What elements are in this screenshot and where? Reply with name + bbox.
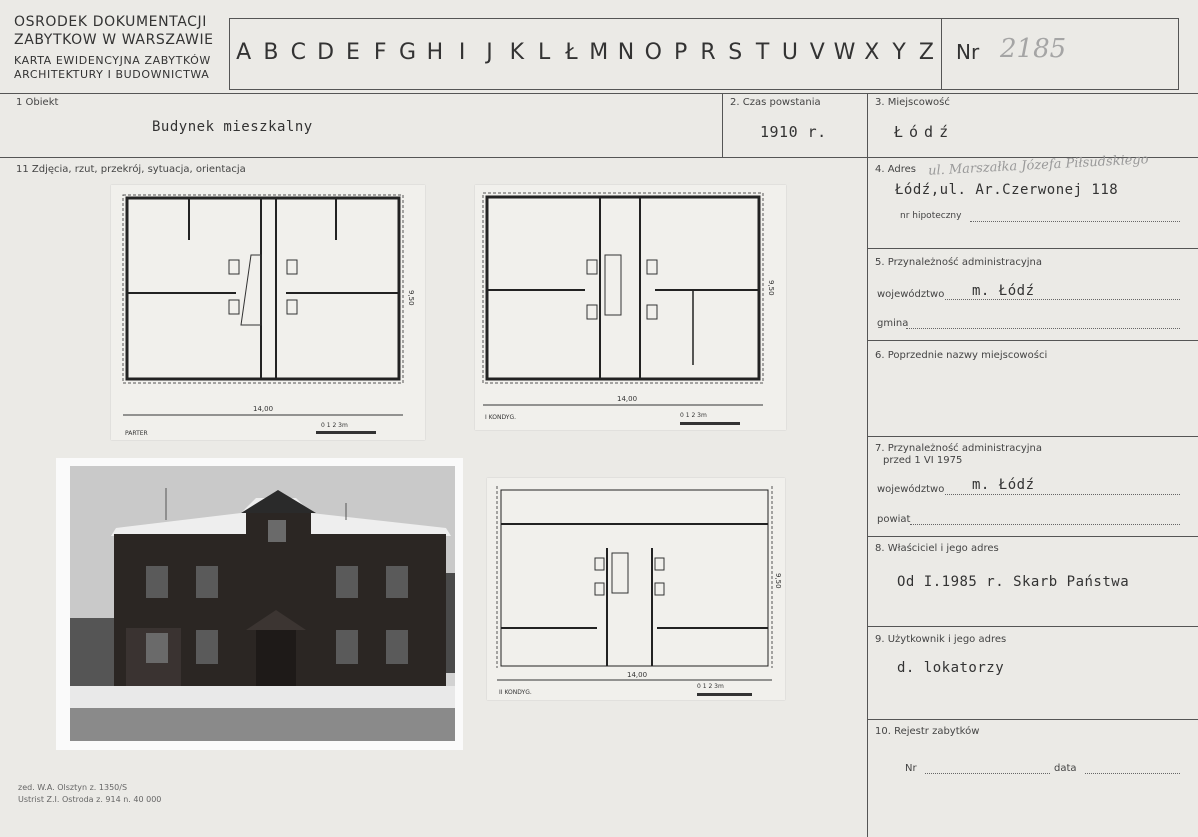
index-letter: W (833, 39, 856, 65)
wojewodztwo-label: województwo (877, 289, 945, 300)
building-photo (56, 458, 463, 750)
divider (867, 719, 1198, 720)
divider (867, 340, 1198, 341)
divider (867, 93, 868, 837)
index-letter: H (426, 39, 444, 65)
index-letter: R (700, 39, 716, 65)
index-letter: I (458, 39, 466, 65)
index-letter: E (345, 39, 360, 65)
building-photo-image (56, 458, 463, 750)
divider (867, 436, 1198, 437)
footer-line-1: zed. W.A. Olsztyn z. 1350/S (18, 783, 128, 792)
floor-plan-kondygnacja-2-drawing (487, 478, 785, 700)
wlasciciel-label: 8. Właściciel i jego adres (875, 543, 999, 554)
adres-value: Łódź,ul. Ar.Czerwonej 118 (895, 182, 1119, 198)
divider (0, 157, 1198, 158)
k2-label: II KONDYG. (499, 689, 532, 696)
miejscowosc-label: 3. Miejscowość (875, 97, 950, 108)
nr-label: Nr (956, 40, 980, 64)
rejestr-data-line (1085, 773, 1180, 774)
wojewodztwo75-value: m. Łódź (972, 477, 1035, 493)
k1-height-dim: 9,50 (767, 280, 775, 296)
k1-label: I KONDYG. (485, 414, 517, 421)
k2-height-dim: 9,50 (774, 573, 782, 589)
divider (1178, 18, 1179, 90)
adres-handwritten: ul. Marszałka Józefa Piłsudskiego (927, 152, 1149, 179)
index-letter: Ł (565, 39, 578, 65)
przynaleznosc75-label: 7. Przynależność administracyjna (875, 443, 1042, 454)
przed-1975-label: przed 1 VI 1975 (883, 455, 963, 466)
rejestr-nr-label: Nr (905, 763, 917, 774)
index-letter: U (781, 39, 798, 65)
divider (941, 18, 942, 90)
footer-line-2: Ustrist Z.I. Ostroda z. 914 n. 40 000 (18, 795, 162, 804)
wojewodztwo75-line (945, 494, 1180, 495)
index-letter: M (589, 39, 609, 65)
index-letter: J (486, 39, 493, 65)
powiat-line (910, 524, 1180, 525)
divider (229, 89, 1179, 90)
k2-scale: 0 1 2 3m (697, 683, 724, 690)
k1-width-dim: 14,00 (617, 395, 638, 403)
index-letter: O (644, 39, 662, 65)
index-letters (230, 22, 940, 82)
gmina-line (906, 328, 1180, 329)
index-letter: X (864, 39, 880, 65)
index-letter: F (373, 39, 387, 65)
index-letter: Z (918, 39, 934, 65)
org-line-2: ZABYTKOW W WARSZAWIE (14, 32, 214, 48)
floor-plan-parter-drawing (111, 185, 425, 440)
index-letter: B (263, 39, 279, 65)
uzytkownik-value: d. lokatorzy (897, 660, 1005, 676)
wojewodztwo-value: m. Łódź (972, 283, 1035, 299)
czas-value: 1910 r. (760, 123, 827, 141)
index-letter: L (537, 39, 551, 65)
wojewodztwo-line (945, 299, 1180, 300)
nr-value: 2185 (1000, 34, 1067, 64)
divider (867, 248, 1198, 249)
index-letter: N (617, 39, 635, 65)
rejestr-label: 10. Rejestr zabytków (875, 726, 980, 737)
index-letter: S (728, 39, 743, 65)
obiekt-value: Budynek mieszkalny (152, 119, 313, 135)
obiekt-label: 1 Obiekt (16, 97, 59, 108)
index-letter: T (755, 39, 770, 65)
parter-height-dim: 9,50 (407, 290, 415, 306)
wojewodztwo75-label: województwo (877, 484, 945, 495)
floor-plan-parter (111, 185, 425, 440)
index-letter: D (317, 39, 335, 65)
k2-width-dim: 14,00 (627, 671, 648, 679)
divider (867, 536, 1198, 537)
miejscowosc-value: Łódź (894, 123, 955, 141)
index-letter: K (509, 39, 524, 65)
org-line-3: KARTA EWIDENCYJNA ZABYTKÓW (14, 54, 211, 67)
floor-plan-kondygnacja-2 (487, 478, 785, 700)
floor-plan-kondygnacja-1-drawing (475, 185, 786, 430)
przynaleznosc-label: 5. Przynależność administracyjna (875, 257, 1042, 268)
divider (0, 93, 1198, 94)
uzytkownik-label: 9. Użytkownik i jego adres (875, 634, 1007, 645)
org-line-4: ARCHITEKTURY I BUDOWNICTWA (14, 68, 210, 81)
wlasciciel-value: Od I.1985 r. Skarb Państwa (897, 574, 1130, 590)
parter-label: PARTER (125, 430, 148, 437)
poprzednie-label: 6. Poprzednie nazwy miejscowości (875, 350, 1048, 361)
divider (722, 93, 723, 157)
parter-width-dim: 14,00 (253, 405, 274, 413)
k1-scale: 0 1 2 3m (680, 412, 707, 419)
floor-plan-kondygnacja-1 (475, 185, 786, 430)
adres-label: 4. Adres (875, 164, 916, 175)
rejestr-data-label: data (1054, 763, 1077, 774)
czas-label: 2. Czas powstania (730, 97, 821, 108)
org-line-1: OSRODEK DOKUMENTACJI (14, 14, 207, 30)
divider (229, 18, 1179, 19)
index-letter: C (290, 39, 306, 65)
nr-hipoteczny-label: nr hipoteczny (900, 211, 962, 221)
index-letter: A (236, 39, 252, 65)
divider (867, 626, 1198, 627)
index-letter: P (674, 39, 688, 65)
zdjecia-label: 11 Zdjęcia, rzut, przekrój, sytuacja, orientacja (16, 164, 246, 175)
nr-hipoteczny-line (970, 221, 1180, 222)
powiat-label: powiat (877, 514, 911, 525)
gmina-label: gmina (877, 318, 909, 329)
parter-scale: 0 1 2 3m (321, 422, 348, 429)
index-letter: Y (892, 39, 906, 65)
rejestr-nr-line (925, 773, 1050, 774)
index-letter: G (399, 39, 417, 65)
index-letter: V (809, 39, 825, 65)
